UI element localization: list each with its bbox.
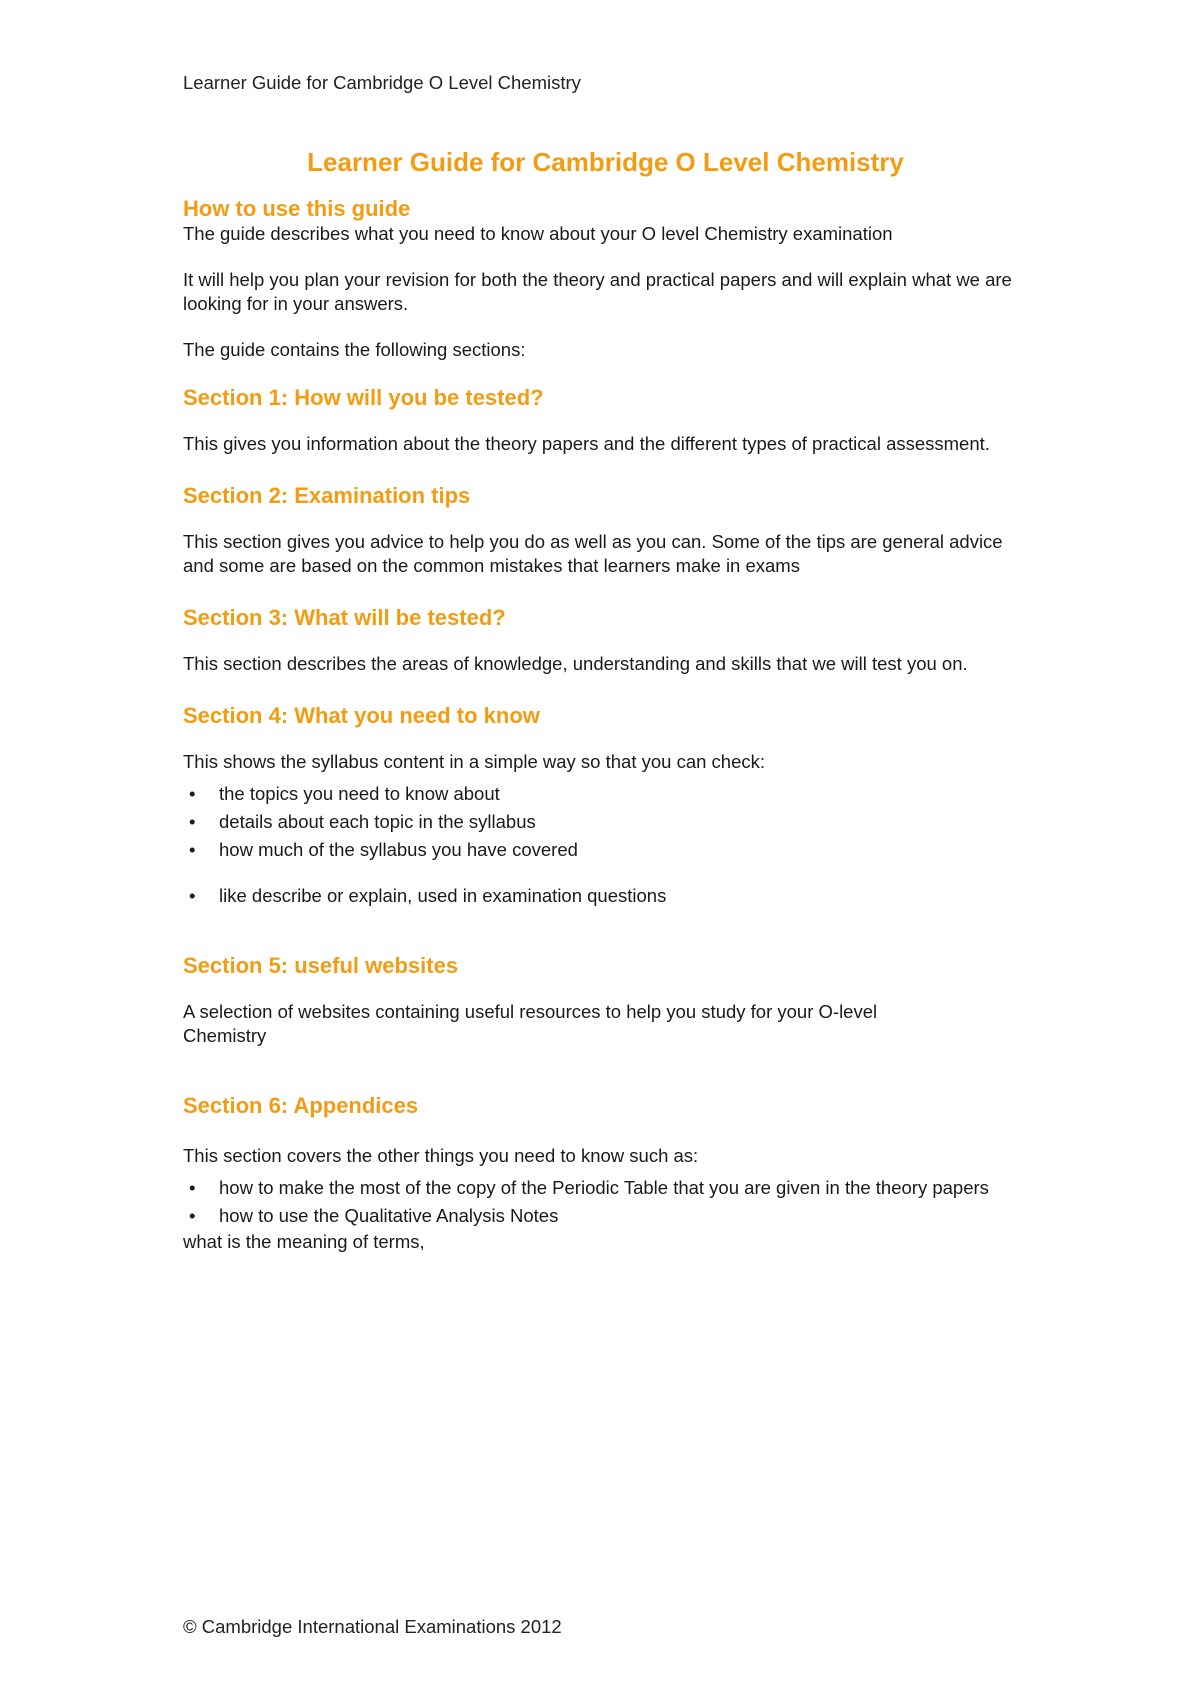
intro-heading: How to use this guide <box>183 196 411 221</box>
running-header: Learner Guide for Cambridge O Level Chemistry <box>183 72 581 93</box>
section-2-heading: Section 2: Examination tips <box>183 483 471 508</box>
document-title: Learner Guide for Cambridge O Level Chemistry <box>307 147 904 177</box>
section-6-bullet-list <box>183 1174 1028 1230</box>
section-3-heading: Section 3: What will be tested? <box>183 605 506 630</box>
list-item: • details about each topic in the syllabus <box>189 811 536 832</box>
section-6-text: This section covers the other things you need to know such as: <box>183 1145 699 1166</box>
footer-copyright: © Cambridge International Examinations 2012 <box>183 1616 562 1637</box>
section-3-text: This section describes the areas of knowledge, understanding and skills that we will test you on. <box>183 653 968 674</box>
section-1-text: This gives you information about the theory papers and the different types of practical assessment. <box>183 433 990 454</box>
section-2-text: This section gives you advice to help you do as well as you can. Some of the tips are general advice and some are based on the common mistakes that learners make in exams <box>183 531 1003 576</box>
list-item: • how much of the syllabus you have covered <box>189 839 578 860</box>
document-body <box>183 146 1028 1254</box>
list-item: • the topics you need to know about <box>189 783 500 804</box>
intro-paragraph-1: The guide describes what you need to know about your O level Chemistry examination <box>183 223 893 244</box>
intro-paragraph-3: The guide contains the following sections: <box>183 339 526 360</box>
section-1-heading: Section 1: How will you be tested? <box>183 385 544 410</box>
list-item: • how to make the most of the copy of the Periodic Table that you are given in the theory papers <box>189 1177 989 1198</box>
intro-paragraph-2: It will help you plan your revision for both the theory and practical papers and will explain what we are looking for in your answers. <box>183 269 1012 314</box>
list-item: • how to use the Qualitative Analysis Notes <box>189 1205 559 1226</box>
section-6-heading: Section 6: Appendices <box>183 1093 419 1118</box>
section-4-text: This shows the syllabus content in a simple way so that you can check: <box>183 751 766 772</box>
section-5-heading: Section 5: useful websites <box>183 953 459 978</box>
list-item: • like describe or explain, used in examination questions <box>189 885 667 906</box>
section-4-bullet-list <box>183 780 1028 910</box>
section-4-heading: Section 4: What you need to know <box>183 703 540 728</box>
section-6-after-text: what is the meaning of terms, <box>183 1231 425 1252</box>
section-5-text: A selection of websites containing useful resources to help you study for your O-level Chemistry <box>183 1001 878 1046</box>
